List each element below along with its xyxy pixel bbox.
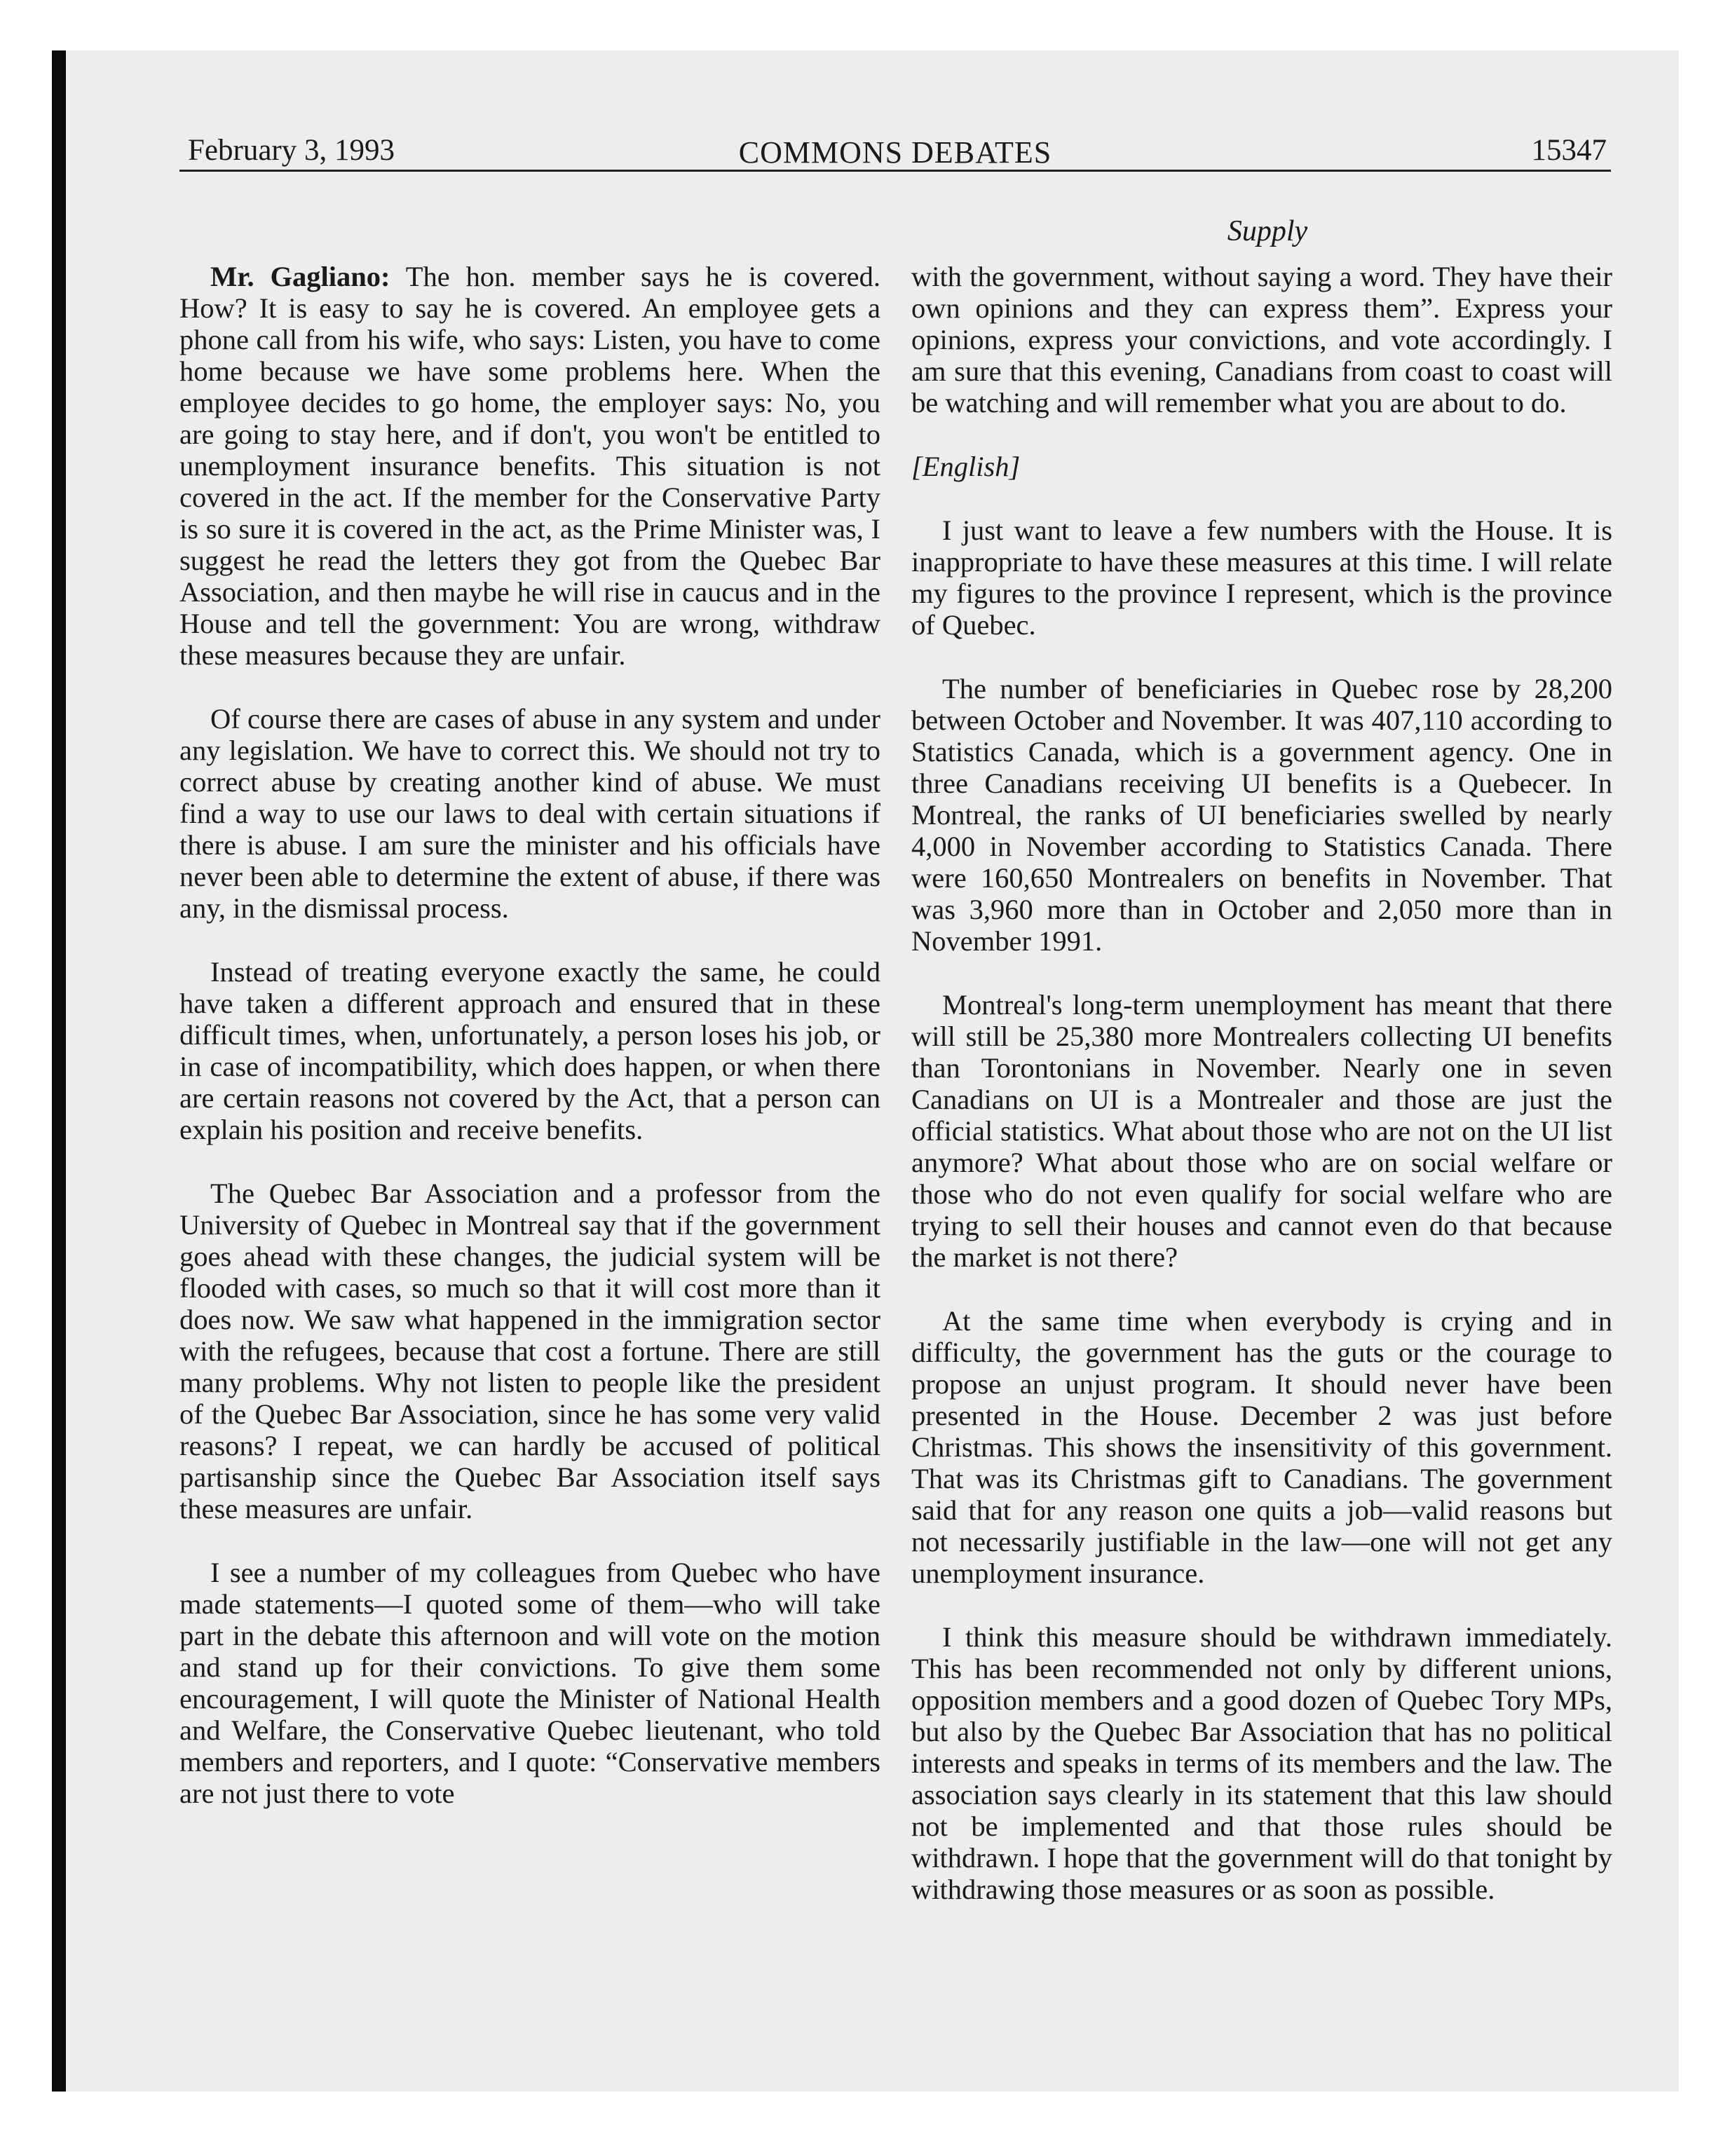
paragraph: I think this measure should be withdrawn immediately. This has been recommended not only by different unions, opposition members and a good dozen of Quebec Tory MPs, but also by the Quebec Bar Association that has no political interests and speaks in terms of its members and the law. The association says clearly in its statement that this law should not be implemented and that those rules should be withdrawn. I hope that the government will do that tonight by withdrawing those measures or as soon as possible. (911, 1621, 1612, 1905)
paragraph: I see a number of my colleagues from Quebec who have made statements—I quoted some of them—who will take part in the debate this afternoon and will vote on the motion and stand up for their convictions. To give them some encouragement, I will quote the Minister of National Health and Welfare, the Conservative Quebec lieutenant, who told members and reporters, and I quote: “Conservative members are not just there to vote (179, 1557, 880, 1809)
paragraph: At the same time when everybody is crying and in difficulty, the government has the guts or the courage to propose an unjust program. It should never have been presented in the House. December 2 was just before Christmas. This shows the insensitivity of this government. That was its Christmas gift to Canadians. The government said that for any reason one quits a job—valid reasons but not necessarily justifiable in the law—one will not get any unemployment insurance. (911, 1305, 1612, 1589)
paragraph (179, 261, 880, 671)
header-date: February 3, 1993 (188, 134, 395, 167)
section-title: Supply (1227, 215, 1308, 247)
paragraph: Instead of treating everyone exactly the same, he could have taken a different approach and ensured that in these difficult times, when, unfortunately, a person loses his job, or in case of incompatibility, which does happen, or when there are certain reasons not covered by the Act, that a person can explain his position and receive benefits. (179, 956, 880, 1145)
page-number: 15347 (1531, 134, 1607, 167)
left-column (179, 261, 880, 1841)
header-title: COMMONS DEBATES (738, 135, 1052, 170)
paragraph: I just want to leave a few numbers with the House. It is inappropriate to have these measures at this time. I will relate my figures to the province I represent, which is the province of Quebec. (911, 514, 1612, 641)
paragraph-text: The hon. member says he is covered. How? It is easy to say he is covered. An employee gets a phone call from his wife, who says: Listen, you have to come home because we have some problems here. When the employee decides to go home, the employer says: No, you are going to stay here, and if don't, you won't be entitled to unemployment insurance benefits. This situation is not covered in the act. If the member for the Conservative Party is so sure it is covered in the act, as the Prime Minister was, I suggest he read the letters they got from the Quebec Bar Association, and then maybe he will rise in caucus and in the House and tell the government: You are wrong, withdraw these measures because they are unfair. (179, 261, 880, 671)
right-column (911, 261, 1612, 1937)
speaker-name: Mr. Gagliano: (210, 261, 390, 292)
paragraph: Montreal's long-term unemployment has meant that there will still be 25,380 more Montrealers collecting UI benefits than Torontonians in November. Nearly one in seven Canadians on UI is a Montrealer and those are just the official statistics. What about those who are not on the UI list anymore? What about those who are on social welfare or those who do not even qualify for social welfare who are trying to sell their houses and cannot even do that because the market is not there? (911, 989, 1612, 1273)
language-marker: [English] (911, 451, 1021, 482)
page-header (179, 128, 1611, 172)
paragraph: Of course there are cases of abuse in any system and under any legislation. We have to correct this. We should not try to correct abuse by creating another kind of abuse. We must find a way to use our laws to deal with certain situations if there is abuse. I am sure the minister and his officials have never been able to determine the extent of abuse, if there was any, in the dismissal process. (179, 703, 880, 924)
paragraph: with the government, without saying a word. They have their own opinions and they can express them”. Express your opinions, express your convictions, and vote accordingly. I am sure that this evening, Canadians from coast to coast will be watching and will remember what you are about to do. (911, 261, 1612, 418)
binding-edge (52, 50, 66, 2092)
paragraph: The number of beneficiaries in Quebec rose by 28,200 between October and November. It was 407,110 according to Statistics Canada, which is a government agency. One in three Canadians receiving UI benefits is a Quebecer. In Montreal, the ranks of UI beneficiaries swelled by nearly 4,000 in November according to Statistics Canada. There were 160,650 Montrealers on benefits in November. That was 3,960 more than in October and 2,050 more than in November 1991. (911, 673, 1612, 957)
paragraph: The Quebec Bar Association and a professor from the University of Quebec in Montreal say that if the government goes ahead with these changes, the judicial system will be flooded with cases, so much so that it will cost more than it does now. We saw what happened in the immigration sector with the refugees, because that cost a fortune. There are still many problems. Why not listen to people like the president of the Quebec Bar Association, since he has some very valid reasons? I repeat, we can hardly be accused of political partisanship since the Quebec Bar Association itself says these measures are unfair. (179, 1178, 880, 1524)
